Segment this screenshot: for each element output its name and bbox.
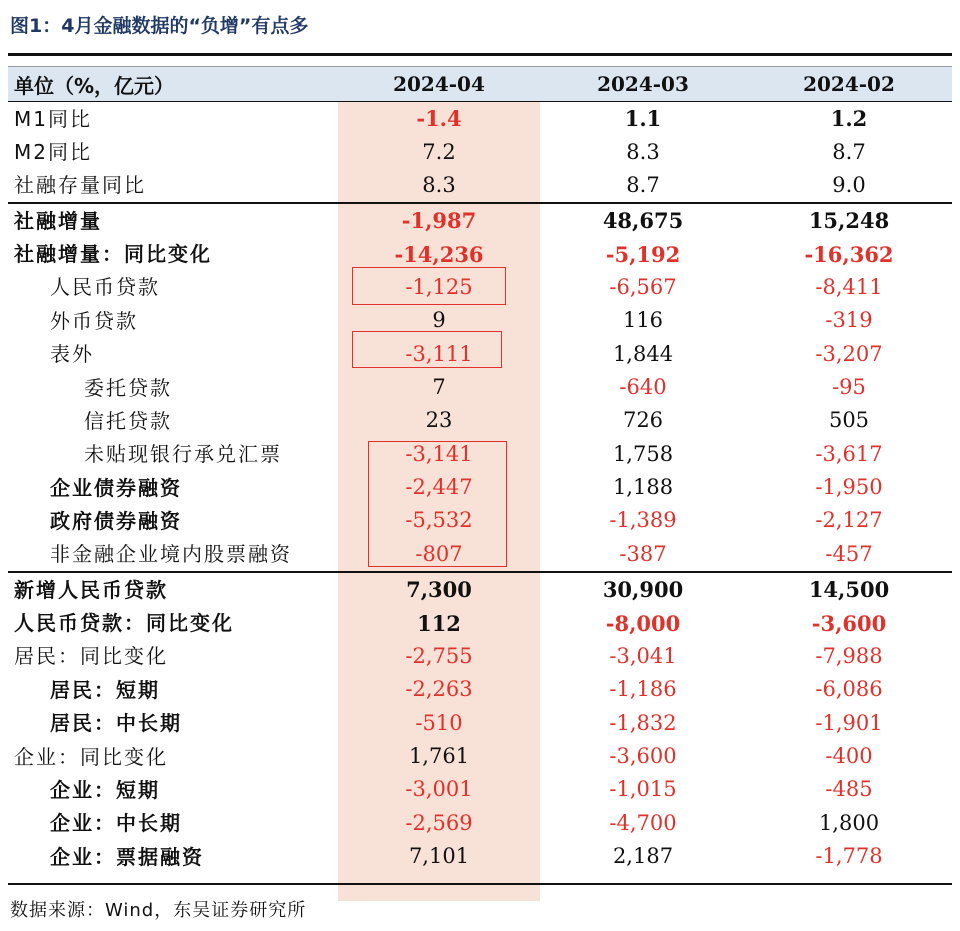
value-cell: -3,041 (609, 643, 677, 668)
table-row (8, 203, 952, 237)
row-label: 政府债券融资 (50, 508, 182, 533)
value-cell: -16,362 (804, 241, 894, 267)
bottom-rule (8, 883, 952, 885)
value-cell: -1.4 (416, 106, 462, 132)
value-cell: 7 (432, 375, 446, 400)
value-cell: 1,758 (612, 441, 674, 466)
value-cell: -2,263 (405, 677, 473, 702)
value-cell: -1,186 (609, 677, 677, 702)
table-row (8, 673, 952, 706)
value-cell: 8.7 (626, 172, 660, 197)
value-cell: -387 (619, 541, 667, 566)
value-cell: -1,778 (815, 844, 883, 869)
value-cell: -807 (415, 541, 463, 566)
value-cell: 112 (417, 610, 461, 636)
value-cell: -3,617 (815, 441, 883, 466)
top-rule (8, 53, 952, 56)
value-cell: -3,001 (405, 777, 473, 802)
highlight-box-offbalance (352, 331, 502, 368)
row-label: 居民：同比变化 (14, 644, 168, 669)
value-cell: 30,900 (540, 572, 746, 606)
value-cell: 7,101 (408, 844, 470, 869)
value-cell: -5,532 (405, 508, 473, 533)
row-label: M2同比 (14, 140, 92, 165)
table-row (8, 237, 952, 270)
value-cell: -1,389 (609, 508, 677, 533)
value-cell: 8.3 (626, 139, 660, 164)
table-row (8, 740, 952, 773)
source-note: 数据来源：Wind，东吴证券研究所 (10, 900, 307, 921)
value-cell: -8,411 (815, 274, 883, 299)
value-cell: 1,800 (818, 810, 880, 835)
row-label: 居民：中长期 (50, 711, 182, 736)
row-label: 信托贷款 (84, 408, 172, 433)
value-cell: -2,447 (405, 475, 473, 500)
value-cell: 1,761 (408, 744, 470, 768)
header-col-2024-04: 2024-04 (338, 67, 540, 102)
row-label: 社融增量：同比变化 (14, 242, 212, 267)
table-header-row (8, 67, 952, 102)
value-cell: 9.0 (832, 172, 866, 197)
value-cell: -2,755 (405, 643, 473, 668)
value-cell: 1.1 (624, 106, 662, 132)
row-label: 新增人民币贷款 (8, 572, 338, 606)
value-cell: -5,192 (605, 241, 681, 267)
header-col-2024-02: 2024-02 (746, 67, 952, 102)
value-cell: -510 (415, 710, 463, 735)
row-label: 企业：票据融资 (50, 844, 204, 869)
value-cell: -4,700 (609, 810, 677, 835)
value-cell: -6,086 (815, 677, 883, 702)
value-cell: -1,125 (405, 274, 473, 299)
table-row (8, 169, 952, 203)
value-cell: 15,248 (746, 203, 952, 237)
value-cell: -1,015 (609, 777, 677, 802)
value-cell: 116 (622, 308, 664, 333)
value-cell: 505 (828, 408, 870, 433)
table-row (8, 606, 952, 639)
row-label: M1同比 (14, 106, 92, 131)
table-row (8, 773, 952, 806)
figure-title: 图1：4月金融数据的“负增”有点多 (10, 15, 309, 37)
value-cell: 2,187 (612, 844, 674, 869)
row-label: 企业债券融资 (50, 475, 182, 500)
value-cell: 14,500 (746, 572, 952, 606)
value-cell: 726 (622, 408, 664, 433)
value-cell: -485 (825, 777, 873, 802)
table-row (8, 404, 952, 437)
value-cell: 9 (432, 308, 446, 333)
highlight-box-bonds-equity (368, 441, 507, 567)
value-cell: -7,988 (815, 643, 883, 668)
row-label: 表外 (50, 342, 94, 367)
value-cell: -14,236 (394, 241, 484, 267)
table-row (8, 371, 952, 404)
row-label: 未贴现银行承兑汇票 (84, 442, 282, 467)
header-unit: 单位（%，亿元） (8, 67, 338, 102)
value-cell: 8.3 (422, 172, 456, 197)
row-label: 企业：中长期 (50, 811, 182, 836)
value-cell: -3,141 (405, 441, 473, 466)
value-cell: 8.7 (832, 139, 866, 164)
table-row (8, 572, 952, 606)
value-cell: -400 (825, 744, 873, 768)
value-cell: -457 (825, 541, 873, 566)
value-cell: -2,569 (405, 810, 473, 835)
table-row (8, 102, 952, 136)
value-cell: 1,188 (612, 475, 674, 500)
value-cell: 23 (425, 408, 453, 433)
table-row (8, 135, 952, 168)
row-label: 社融存量同比 (14, 173, 146, 198)
table-row (8, 706, 952, 739)
value-cell: 48,675 (540, 203, 746, 237)
row-label: 人民币贷款 (50, 275, 160, 300)
value-cell: -1,987 (338, 203, 540, 237)
row-label: 外币贷款 (50, 308, 138, 333)
value-cell: -640 (619, 375, 667, 400)
row-label: 非金融企业境内股票融资 (50, 542, 292, 567)
value-cell: -1,901 (815, 710, 883, 735)
table-row (8, 840, 952, 873)
table-row (8, 640, 952, 673)
row-label: 企业：短期 (50, 777, 160, 802)
value-cell: -3,600 (609, 744, 677, 768)
value-cell: 7,300 (338, 572, 540, 606)
value-cell: -3,207 (815, 341, 883, 366)
value-cell: 1.2 (830, 106, 868, 132)
highlight-box-loans (352, 267, 506, 305)
row-label: 企业：同比变化 (14, 744, 168, 769)
value-cell: -6,567 (609, 274, 677, 299)
value-cell: -2,127 (815, 508, 883, 533)
data-table-wrap (8, 66, 952, 873)
value-cell: 1,844 (612, 341, 674, 366)
row-label: 居民：短期 (50, 677, 160, 702)
value-cell: -8,000 (605, 610, 681, 636)
row-label: 社融增量 (8, 203, 338, 237)
table-row (8, 807, 952, 840)
row-label: 人民币贷款：同比变化 (14, 611, 234, 636)
value-cell: -3,600 (811, 610, 887, 636)
value-cell: -95 (832, 375, 866, 400)
header-col-2024-03: 2024-03 (540, 67, 746, 102)
value-cell: -3,111 (405, 341, 473, 366)
value-cell: 7.2 (422, 139, 456, 164)
row-label: 委托贷款 (84, 375, 172, 400)
value-cell: -1,832 (609, 710, 677, 735)
value-cell: -319 (825, 308, 873, 333)
value-cell: -1,950 (815, 475, 883, 500)
